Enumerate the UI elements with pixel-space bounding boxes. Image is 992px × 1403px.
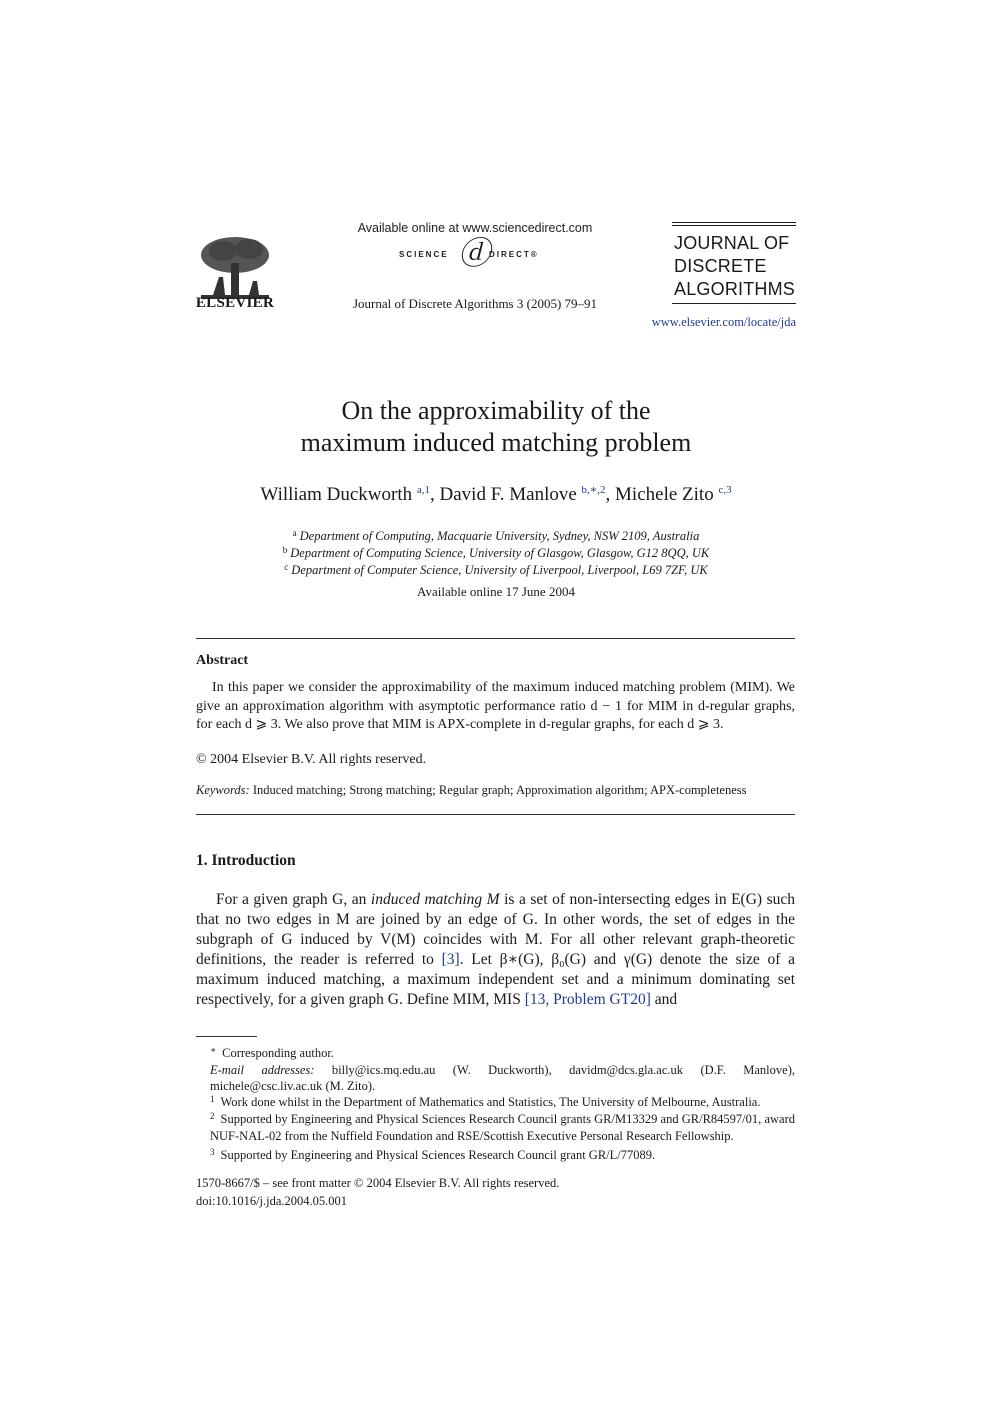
abstract-heading: Abstract bbox=[196, 653, 249, 668]
author-marks[interactable]: b,∗,2 bbox=[581, 484, 606, 496]
introduction-body bbox=[196, 890, 795, 1010]
keywords-label: Keywords: bbox=[196, 783, 250, 797]
intro-paragraph: For a given graph G, an induced matching M is a set of non-intersecting edges in E(G) such that no two edges in M are joined by an edge of G. In other words, the set of edges in the subgraph of G induced by V(M) coincides with M. For all other relevant graph-theoretic definitions, the reader is referred to [3]. Let β∗(G), β₀(G) and γ(G) denote the size of a maximum induced matching, a maximum independent set and a minimum dominating set respectively, for a given graph G. Define MIM, MIS [13, Problem GT20] and bbox=[196, 891, 795, 1008]
keywords-line bbox=[196, 783, 795, 798]
affiliation-b: $^b$ Department of Computing Science, University of Glasgow, Glasgow, G12 8QQ, UK bbox=[282, 545, 710, 560]
available-online-line[interactable]: Available online at www.sciencedirect.com bbox=[357, 221, 593, 235]
divider bbox=[196, 638, 795, 639]
divider bbox=[196, 814, 795, 815]
footnote-3: $^3$ Supported by Engineering and Physical Sciences Research Council grant GR/L/77089. bbox=[210, 1147, 656, 1162]
author-list: William Duckworth $^{a,1}$, David F. Manlove $^{b,∗,2}$, Michele Zito $^{c,3}$ bbox=[260, 484, 732, 505]
footnote-2: $^2$ Supported by Engineering and Physical Sciences Research Council grants GR/M13329 and GR/R84597/01, award NUF-NAL-02 from the Nuffield Foundation and RSE/Scottish Executive Personal Research Fellowship. bbox=[210, 1111, 795, 1143]
journal-title-line-1: JOURNAL OF bbox=[674, 233, 790, 253]
author-name: David F. Manlove bbox=[439, 484, 577, 505]
title-line-2: maximum induced matching problem bbox=[300, 428, 692, 457]
paper-title bbox=[196, 395, 796, 459]
email-addresses[interactable]: billy@ics.mq.edu.au (W. Duckworth), davidm@dcs.gla.ac.uk (D.F. Manlove), michele@csc.liv.ac.uk (M. Zito). bbox=[210, 1062, 795, 1093]
keywords-text: Induced matching; Strong matching; Regular graph; Approximation algorithm; APX-completeness bbox=[252, 783, 747, 797]
footnote-rule bbox=[196, 1036, 257, 1037]
available-date: Available online 17 June 2004 bbox=[417, 584, 575, 599]
author-marks[interactable]: c,3 bbox=[718, 484, 732, 496]
abstract-body bbox=[196, 679, 795, 735]
journal-title-line-3: ALGORITHMS bbox=[674, 279, 796, 299]
affiliation-c: $^c$ Department of Computer Science, University of Liverpool, Liverpool, L69 7ZF, UK bbox=[284, 562, 708, 577]
abstract-copyright: © 2004 Elsevier B.V. All rights reserved. bbox=[196, 752, 427, 767]
title-line-1: On the approximability of the bbox=[341, 396, 651, 425]
author-name: William Duckworth bbox=[260, 484, 413, 505]
footnote-corresponding: ∗ Corresponding author. E-mail addresses: billy@ics.mq.edu.au (W. Duckworth), davidm@dcs.gla.ac.uk (D.F. Manlove), michele@csc.liv.ac.uk (M. Zito). bbox=[210, 1045, 795, 1093]
email-label: E-mail addresses: bbox=[210, 1062, 315, 1077]
sciencedirect-logo-right: DIRECT® bbox=[489, 250, 539, 259]
citation-link[interactable]: [13, Problem GT20] bbox=[524, 991, 651, 1008]
issn-line: 1570-8667/$ – see front matter © 2004 Elsevier B.V. All rights reserved. bbox=[196, 1176, 560, 1190]
footnote-1: $^1$ Work done whilst in the Department of Mathematics and Statistics, The University of Melbourne, Australia. bbox=[210, 1094, 761, 1109]
author-marks[interactable]: a,1 bbox=[416, 484, 431, 496]
citation-link[interactable]: [3] bbox=[441, 951, 460, 968]
journal-citation: Journal of Discrete Algorithms 3 (2005) 79–91 bbox=[352, 296, 598, 311]
affiliation-a: $^a$ Department of Computing, Macquarie University, Sydney, NSW 2109, Australia bbox=[292, 528, 700, 543]
author-name: Michele Zito bbox=[615, 484, 714, 505]
journal-url-link[interactable]: www.elsevier.com/locate/jda bbox=[651, 315, 796, 329]
sciencedirect-d-icon: ⓓ bbox=[458, 235, 491, 271]
section-heading: 1. Introduction bbox=[196, 852, 296, 869]
doi-line[interactable]: doi:10.1016/j.jda.2004.05.001 bbox=[196, 1194, 348, 1208]
publisher-wordmark: ELSEVIER bbox=[195, 295, 275, 311]
abstract-text: In this paper we consider the approximability of the maximum induced matching problem (MIM). We give an approximation algorithm with asymptotic performance ratio d − 1 for MIM in d-regular graphs, for each d ⩾ 3. We also prove that MIM is APX-complete in d-regular graphs, for each d ⩾ 3. bbox=[196, 680, 795, 732]
sciencedirect-logo-left: SCIENCE bbox=[399, 250, 449, 259]
journal-title-line-2: DISCRETE bbox=[674, 256, 767, 276]
journal-logo bbox=[672, 222, 796, 306]
